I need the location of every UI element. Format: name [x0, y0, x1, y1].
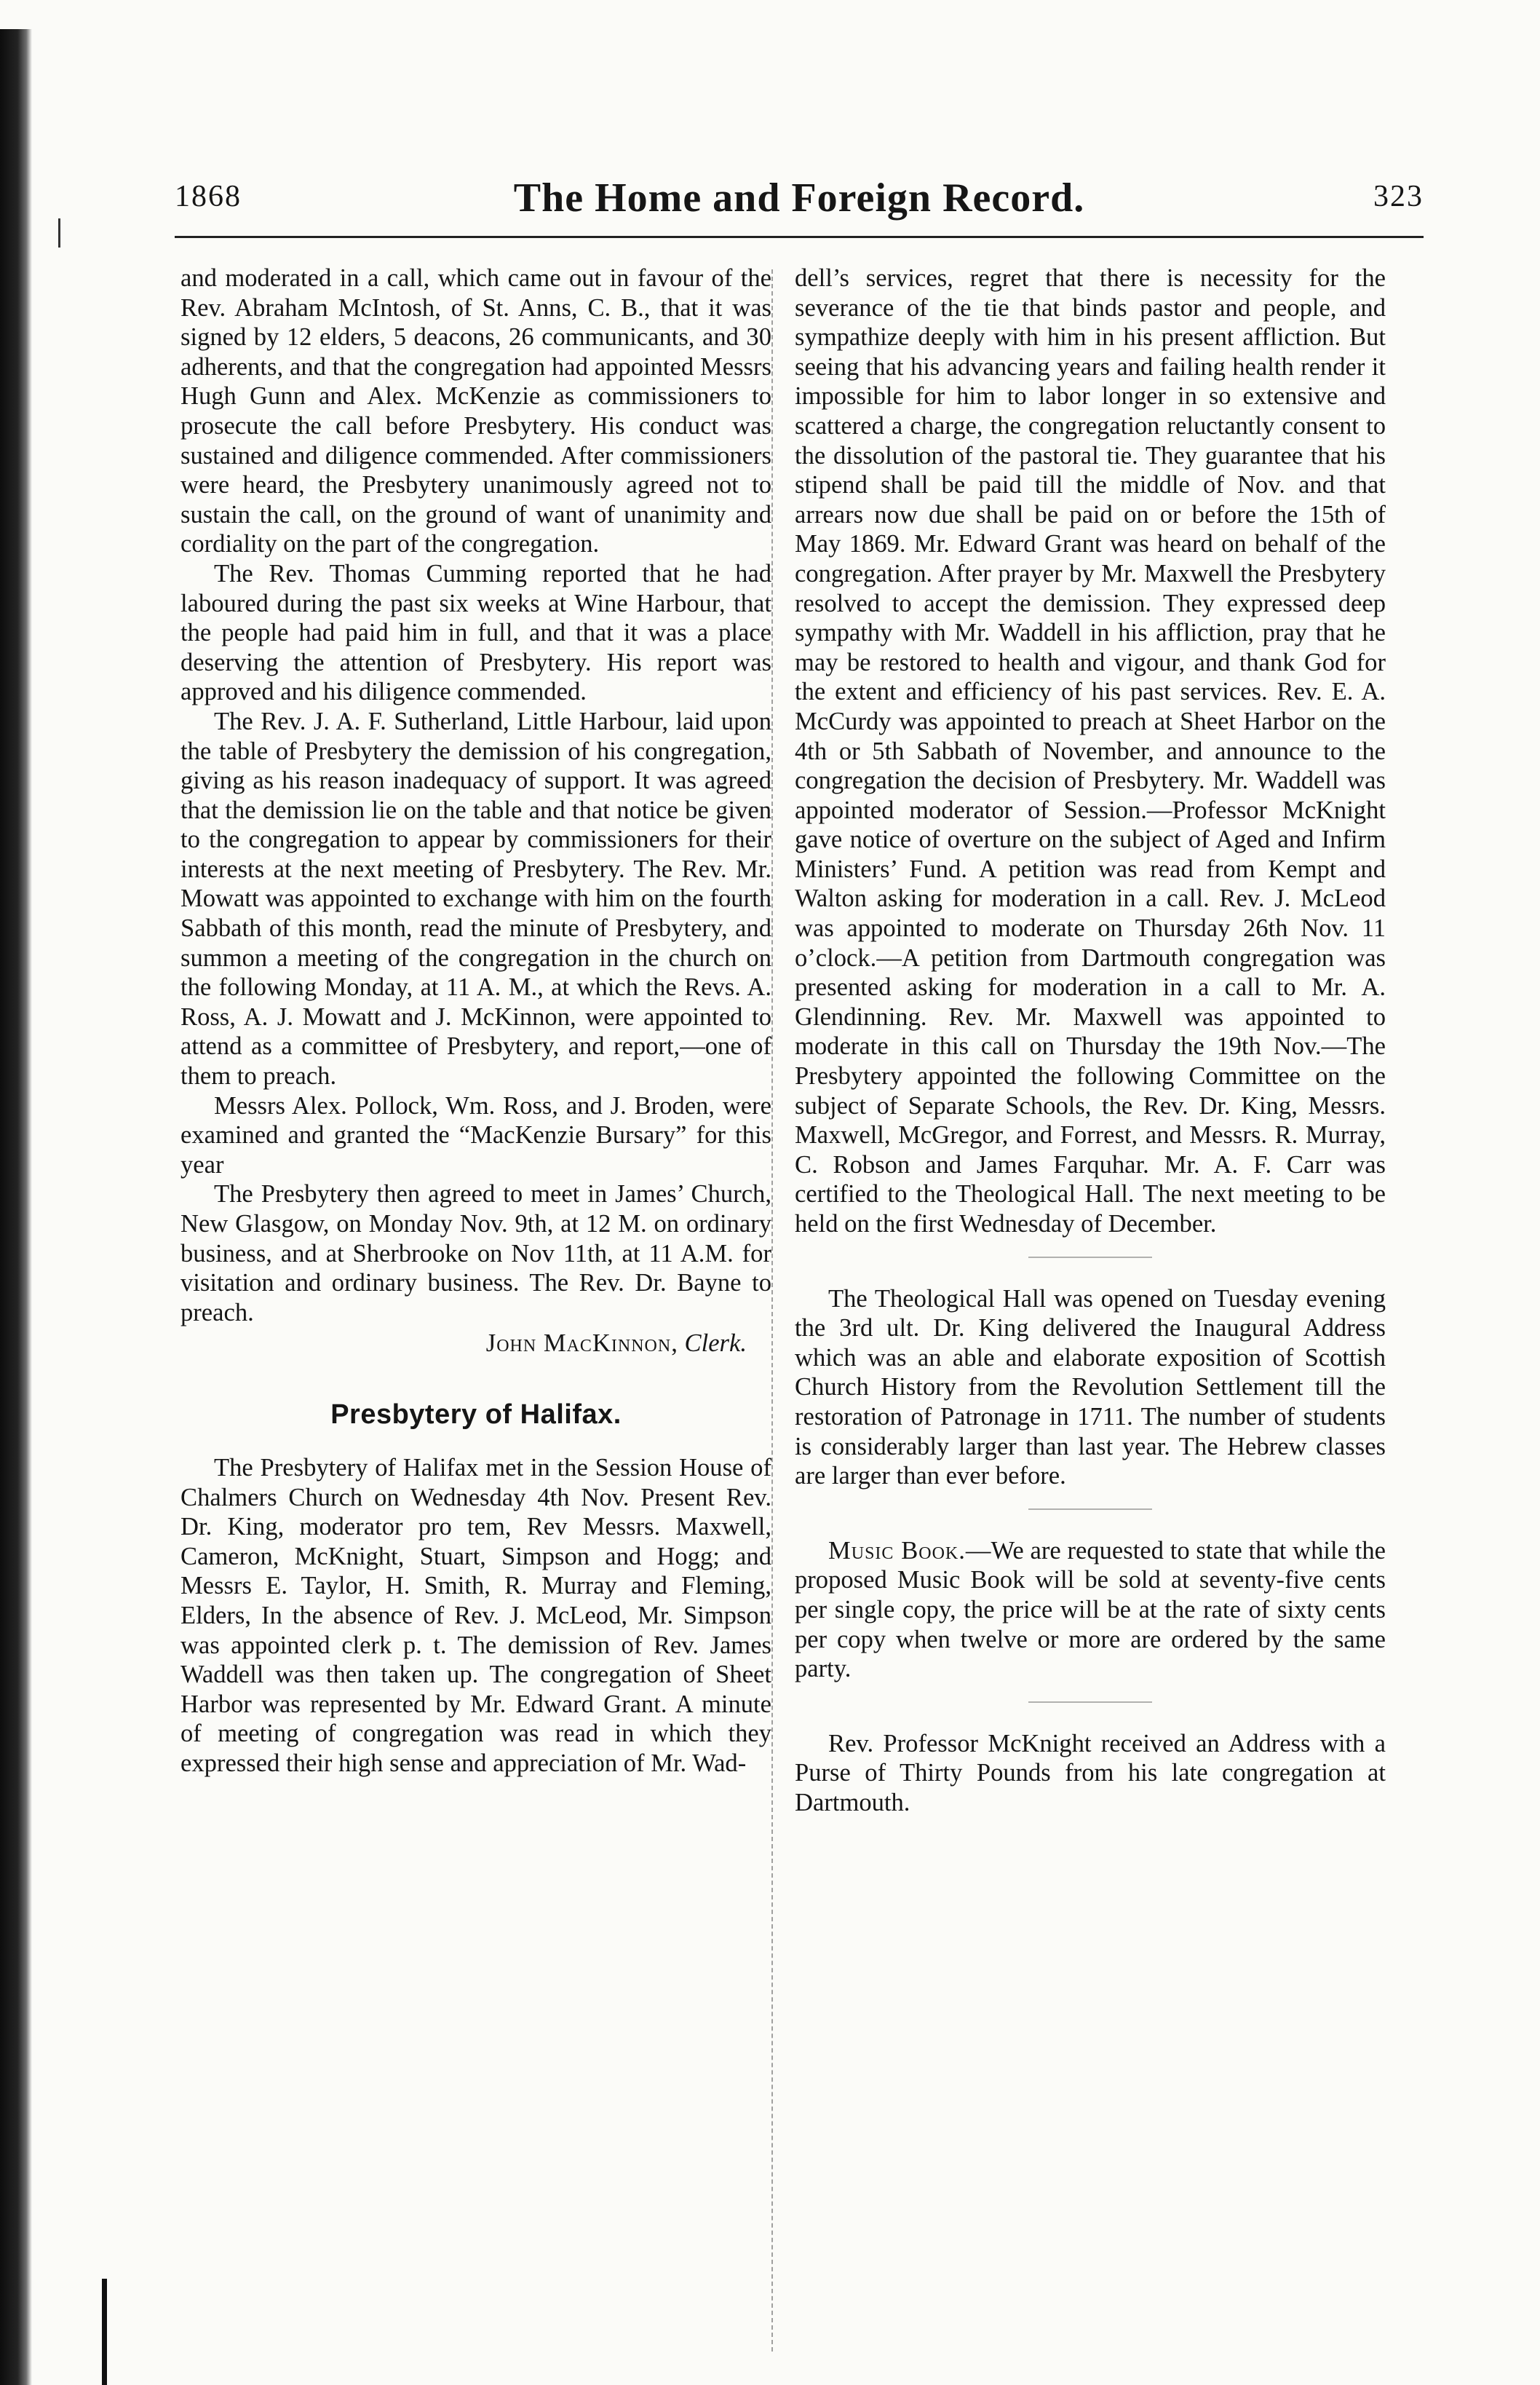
scan-mark: [102, 2279, 107, 2385]
header-rule: [175, 236, 1424, 238]
left-column: [180, 264, 771, 2360]
article-paragraph: The Presbytery of Halifax met in the Session House of Chalmers Church on Wednesday 4th Nov. Present Rev. Dr. King, moderator pro tem, Rev Messrs. Maxwell, Cameron, McKnight, Stuart, Simpson and Hogg; and Messrs E. Taylor, H. Smith, R. Murray and Fleming, Elders, In the absence of Rev. J. McLeod, Mr. Simpson was appointed clerk p. t. The demission of Rev. James Waddell was then taken up. The congregation of Sheet Harbor was represented by Mr. Edward Grant. A minute of meeting of congregation was read in which they expressed their high sense and appreciation of Mr. Wad-: [180, 1453, 771, 1777]
signature-name: John MacKinnon,: [485, 1329, 678, 1358]
page-number: 323: [1373, 180, 1424, 213]
scan-mark: [58, 218, 60, 248]
paragraph-separator: [1028, 1508, 1152, 1536]
music-book-text: —We are requested to state that while the proposed Music Book will be sold at seventy-five cents per single copy, the price will be at the rate of sixty cents per copy when twelve or more are ordered by the same party.: [795, 1536, 1386, 1683]
article-paragraph: Messrs Alex. Pollock, Wm. Ross, and J. Broden, were examined and granted the “MacKenzie Bursary” for this year: [180, 1091, 771, 1179]
header-year: 1868: [175, 180, 242, 213]
article-paragraph: The Rev. Thomas Cumming reported that he had laboured during the past six weeks at Wine Harbour, that the people had paid him in full, and that it was a place deserving the attention of Presbytery. His report was approved and his diligence commended.: [180, 559, 771, 706]
article-paragraph: and moderated in a call, which came out in favour of the Rev. Abraham McIntosh, of St. Anns, C. B., that it was signed by 12 elders, 5 deacons, 26 communicants, and 30 adherents, and that the congregation had appointed Messrs Hugh Gunn and Alex. McKenzie as commissioners to prosecute the call before Presbytery. His conduct was sustained and diligence commended. After commissioners were heard, the Presbytery unanimously agreed not to sustain the call, on the ground of want of unanimity and cordiality on the part of the congregation.: [180, 264, 771, 558]
right-column: [795, 264, 1386, 2360]
article-paragraph: The Presbytery then agreed to meet in James’ Church, New Glasgow, on Monday Nov. 9th, at 12 M. on ordinary business, and at Sherbrooke on Nov 11th, at 11 A.M. for visitation and ordinary business. The Rev. Dr. Bayne to preach.: [180, 1180, 771, 1326]
article-paragraph: dell’s services, regret that there is necessity for the severance of the tie that binds pastor and people, and sympathize deeply with him in his present affliction. But seeing that his advancing years and failing health render it impossible for him to labor longer in so extensive and scattered a charge, the congregation reluctantly consent to the dissolution of the pastoral tie. They guarantee that his stipend shall be paid till the middle of Nov. and that arrears now due shall be paid on or before the 15th of May 1869. Mr. Edward Grant was heard on behalf of the congregation. After prayer by Mr. Maxwell the Presbytery resolved to accept the demission. They expressed deep sympathy with Mr. Waddell in his affliction, pray that he may be restored to health and vigour, and thank God for the extent and efficiency of his past services. Rev. E. A. McCurdy was appointed to preach at Sheet Harbor on the 4th or 5th Sabbath of November, and announce to the congregation the decision of Presbytery. Mr. Waddell was appointed moderator of Session.—Professor McKnight gave notice of overture on the subject of Aged and Infirm Ministers’ Fund. A petition was read from Kempt and Walton asking for moderation in a call. Rev. J. McLeod was appointed to moderate on Thursday 26th Nov. 11 o’clock.—A petition from Dartmouth congregation was presented asking for moderation in a call to Mr. A. Glendinning. Rev. Mr. Maxwell was appointed to moderate in this call on Thursday the 19th Nov.—The Presbytery appointed the following Committee on the subject of Separate Schools, the Rev. Dr. King, Messrs. Maxwell, McGregor, and Forrest, and Messrs. R. Murray, C. Robson and James Farquhar. Mr. A. F. Carr was certified to the Theological Hall. The next meeting to be held on the first Wednesday of December.: [795, 264, 1386, 1238]
paragraph-separator: [1028, 1701, 1152, 1729]
article-paragraph: Rev. Professor McKnight received an Address with a Purse of Thirty Pounds from his late congregation at Dartmouth.: [795, 1729, 1386, 1816]
masthead-title: The Home and Foreign Record.: [513, 175, 1085, 221]
music-book-lead: Music Book.: [828, 1536, 966, 1565]
scan-edge-shadow: [0, 29, 32, 2385]
paragraph-separator: [1028, 1257, 1152, 1284]
section-heading: Presbytery of Halifax.: [330, 1399, 622, 1430]
running-head: [175, 175, 1424, 226]
column-divider: [771, 269, 773, 2352]
article-paragraph: The Theological Hall was opened on Tuesday evening the 3rd ult. Dr. King delivered the Inaugural Address which was an able and elaborate exposition of Scottish Church History from the Revolution Settlement till the restoration of Patronage in 1711. The number of students is considerably larger than last year. The Hebrew classes are larger than ever before.: [795, 1284, 1386, 1490]
article-paragraph: [795, 1536, 1386, 1684]
clerk-signature: [180, 1329, 771, 1358]
signature-role: Clerk.: [684, 1329, 747, 1358]
article-paragraph: The Rev. J. A. F. Sutherland, Little Harbour, laid upon the table of Presbytery the demission of his congregation, giving as his reason inadequacy of support. It was agreed that the demission lie on the table and that notice be given to the congregation to appear by commissioners for their interests at the next meeting of Presbytery. The Rev. Mr. Mowatt was appointed to exchange with him on the fourth Sabbath of this month, read the minute of Presbytery, and summon a meeting of the congregation in the church on the following Monday, at 11 A. M., at which the Revs. A. Ross, A. J. Mowatt and J. McKinnon, were appointed to attend as a committee of Presbytery, and report,—one of them to preach.: [180, 707, 771, 1091]
